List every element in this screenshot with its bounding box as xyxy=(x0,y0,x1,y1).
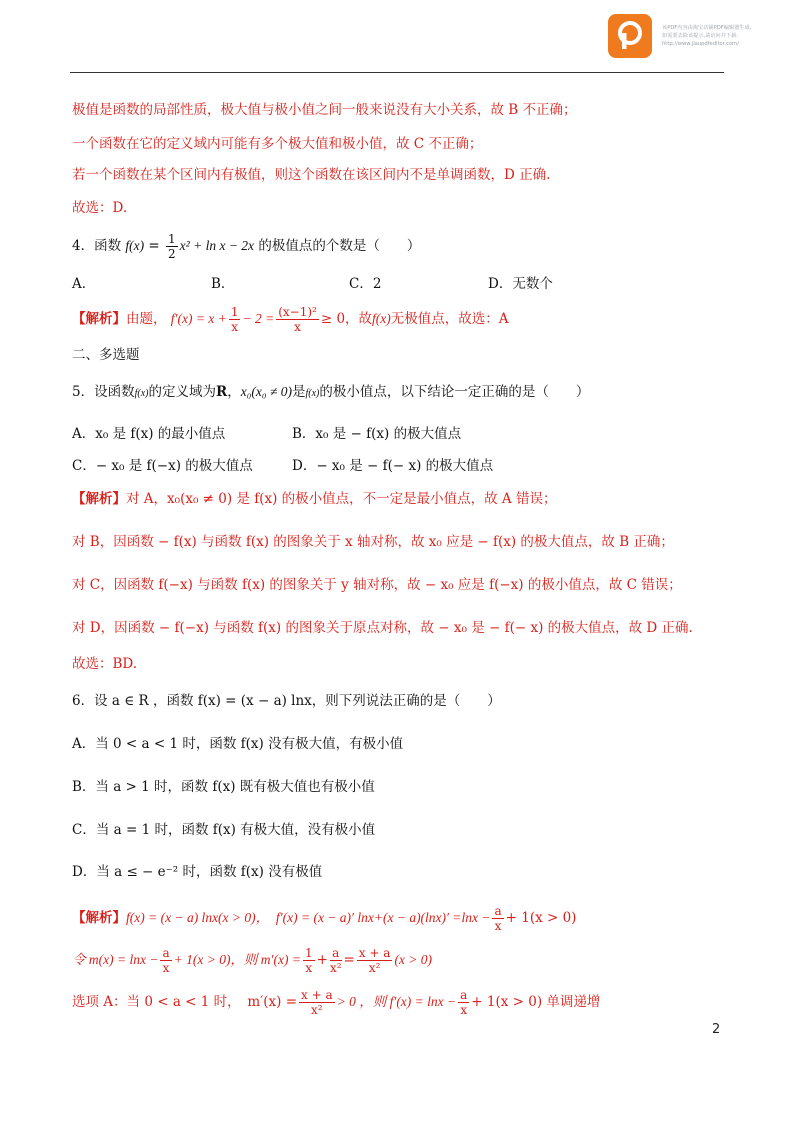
question-4: 4．函数 f(x) = $\frac{1}{2}$ x² + ln x − 2x 的极值点的个数是（ ） xyxy=(72,232,421,261)
watermark-text: 该PDF内容由淘宝店铺PDF编辑器生成, 如需要去除该提示,请访问并下载: http://www.jiaupdfeditor.com/ xyxy=(662,25,752,47)
q6-answer-1: 【解析】f(x) = (x − a) lnx(x > 0)， f′(x) = (x − a)′ lnx+(x − a)(lnx)′ =lnx − $\frac{a}{x}$ + 1(x > 0) xyxy=(72,904,577,933)
text-line: 故选：D. xyxy=(72,200,128,216)
q6-answer-3: 选项 A：当 0 < a < 1 时， m′(x) = $\frac{x + a}{\text{x²}}$ > 0 ，则 f′(x) = lnx − $\frac{a}{x}$ + 1(x > 0) 单调递增 xyxy=(72,988,601,1017)
q4-option-d: D．无数个 xyxy=(488,276,553,292)
p-logo-icon xyxy=(613,19,647,53)
question-6: 6．设 a ∈ R ，函数 f(x) = (x − a) lnx，则下列说法正确的是（ ） xyxy=(72,693,501,709)
page-number: 2 xyxy=(712,1022,721,1037)
q6-option-d: D．当 a ≤ − e⁻² 时，函数 f(x) 没有极值 xyxy=(72,864,323,880)
header-rule xyxy=(70,72,724,73)
q5-answer-d: 对 D，因函数 − f(−x) 与函数 f(x) 的图象关于原点对称，故 − x₀ 是 − f(− x) 的极大值点，故 D 正确. xyxy=(72,620,693,636)
q6-answer-2: 令 m(x) = lnx − $\frac{a}{x}$ + 1(x > 0)，则 m′(x) = $\frac{1}{x}$ + $\frac{a}{\text{x²}}$ = $\frac{x + a}{\text{x²}}$ (x > 0) xyxy=(72,946,433,975)
q4-option-c: C．2 xyxy=(349,276,382,292)
q5-option-c: C．− x₀ 是 f(−x) 的极大值点 xyxy=(72,458,253,474)
q6-option-a: A．当 0 < a < 1 时，函数 f(x) 没有极大值，有极小值 xyxy=(72,736,404,752)
q6-option-b: B．当 a > 1 时，函数 f(x) 既有极大值也有极小值 xyxy=(72,779,375,795)
q4-option-a: A． xyxy=(72,276,96,292)
q5-answer-b: 对 B，因函数 − f(x) 与函数 f(x) 的图象关于 x 轴对称，故 x₀ 应是 − f(x) 的极大值点，故 B 正确； xyxy=(72,534,674,550)
q4-option-b: B． xyxy=(211,276,235,292)
section-title: 二、多选题 xyxy=(72,347,140,363)
pdf-editor-logo xyxy=(608,14,652,58)
q5-answer-c: 对 C，因函数 f(−x) 与函数 f(x) 的图象关于 y 轴对称，故 − x₀ 应是 f(−x) 的极小值点，故 C 错误； xyxy=(72,577,682,593)
text-line: 若一个函数在某个区间内有极值，则这个函数在该区间内不是单调函数，D 正确. xyxy=(72,167,551,183)
text-line: 一个函数在它的定义域内可能有多个极大值和极小值，故 C 不正确； xyxy=(72,136,483,152)
q5-option-a: A．x₀ 是 f(x) 的最小值点 xyxy=(72,426,226,442)
text-line: 极值是函数的局部性质，极大值与极小值之间一般来说没有大小关系，故 B 不正确； xyxy=(72,102,577,118)
q5-answer-choice: 故选：BD. xyxy=(72,656,138,672)
q5-option-b: B．x₀ 是 − f(x) 的极大值点 xyxy=(292,426,462,442)
q5-answer-a: 【解析】对 A，x₀(x₀ ≠ 0) 是 f(x) 的极小值点，不一定是最小值点，故 A 错误； xyxy=(72,491,557,507)
fraction: $\frac{1}{2}$ xyxy=(168,232,176,261)
question-5: 5．设函数f(x)的定义域为R，x₀(x₀ ≠ 0)是f(x)的极小值点，以下结论一定正确的是（ ） xyxy=(72,384,590,400)
q5-option-d: D．− x₀ 是 − f(− x) 的极大值点 xyxy=(292,458,494,474)
q4-answer: 【解析】由题， f′(x) = x + $\frac{1}{x}$ − 2 = $\frac{\text{(x−1)²}}{x}$ ≥ 0，故f(x)无极值点，故选：A xyxy=(72,305,509,334)
q6-option-c: C．当 a = 1 时，函数 f(x) 有极大值，没有极小值 xyxy=(72,822,376,838)
